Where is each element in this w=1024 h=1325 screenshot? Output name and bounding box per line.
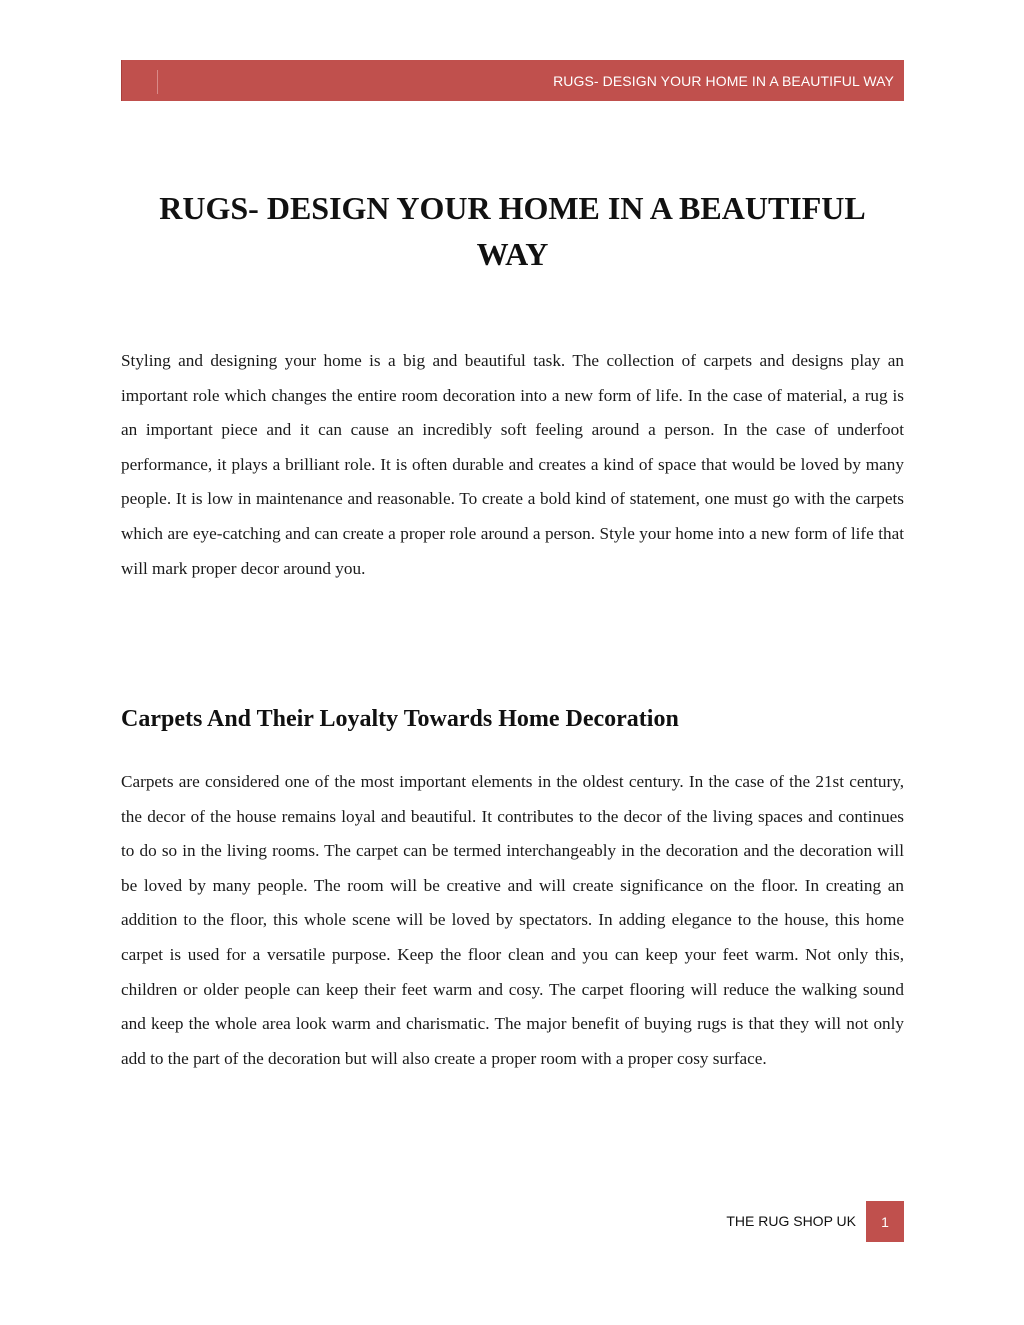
intro-paragraph: Styling and designing your home is a big and beautiful task. The collection of carpets and designs play an important role which changes the entire room decoration into a new form of life. In the case of material, a rug is an important piece and it can cause an incredibly soft feeling around a person. In the case of underfoot performance, it plays a brilliant role. It is often durable and creates a kind of space that would be loved by many people. It is low in maintenance and reasonable. To create a bold kind of statement, one must go with the carpets which are eye-catching and can create a proper role around a person. Style your home into a new form of life that will mark proper decor around you. — [121, 351, 904, 578]
document-title: RUGS- DESIGN YOUR HOME IN A BEAUTIFUL WAY — [159, 190, 866, 272]
header-divider — [121, 60, 122, 101]
running-header-title: RUGS- DESIGN YOUR HOME IN A BEAUTIFUL WAY — [553, 73, 894, 89]
section-heading: Carpets And Their Loyalty Towards Home Decoration — [121, 706, 679, 732]
header-band — [121, 60, 904, 101]
page-number: 1 — [881, 1213, 889, 1230]
section-paragraph: Carpets are considered one of the most important elements in the oldest century. In the case of the 21st century, the decor of the house remains loyal and beautiful. It contributes to the decor of the living spaces and continues to do so in the living rooms. The carpet can be termed interchangeably in the decoration and the decoration will be loved by many people. The room will be creative and will create significance on the floor. In creating an addition to the floor, this whole scene will be loved by spectators. In adding elegance to the house, this home carpet is used for a versatile purpose. Keep the floor clean and you can keep your feet warm. Not only this, children or older people can keep their feet warm and cosy. The carpet flooring will reduce the walking sound and keep the whole area look warm and charismatic. The major benefit of buying rugs is that they will not only add to the part of the decoration but will also create a proper room with a proper cosy surface. — [121, 772, 904, 1068]
header-divider-inner — [157, 70, 158, 94]
footer-company: THE RUG SHOP UK — [726, 1213, 856, 1229]
page-number-box — [866, 1201, 904, 1242]
